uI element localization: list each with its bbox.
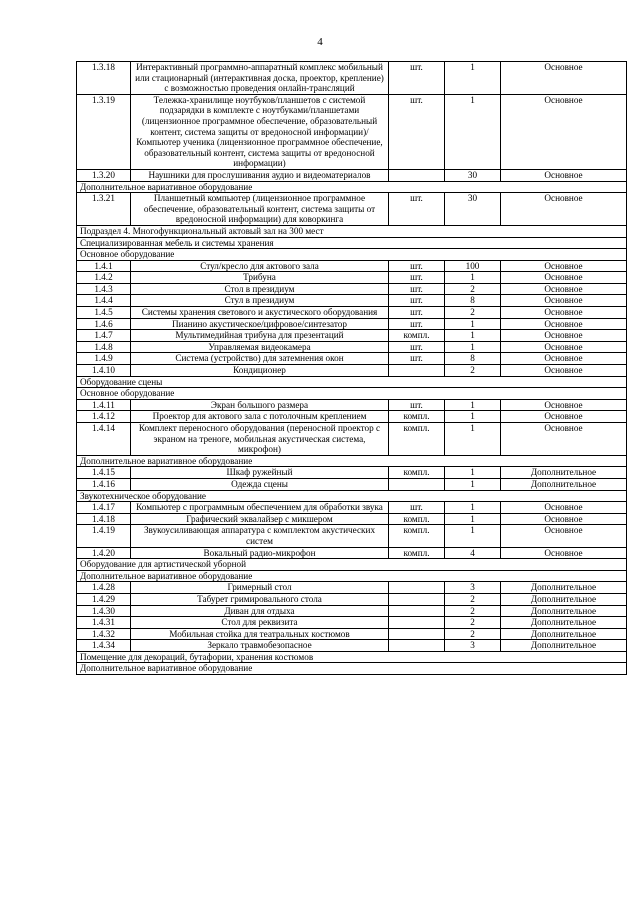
item-quantity: 1 xyxy=(445,272,501,284)
item-name: Стул в президиум xyxy=(131,295,389,307)
section-title: Оборудование сцены xyxy=(77,376,627,388)
section-header-row xyxy=(77,651,627,663)
item-number: 1.4.18 xyxy=(77,513,131,525)
section-header-row xyxy=(77,663,627,675)
item-number: 1.4.6 xyxy=(77,318,131,330)
table-row xyxy=(77,318,627,330)
section-header-row xyxy=(77,559,627,571)
item-quantity: 2 xyxy=(445,307,501,319)
item-type: Основное xyxy=(501,307,627,319)
item-number: 1.4.10 xyxy=(77,365,131,377)
item-name: Стол для реквизита xyxy=(131,617,389,629)
item-number: 1.4.31 xyxy=(77,617,131,629)
item-quantity: 1 xyxy=(445,94,501,169)
item-type: Основное xyxy=(501,423,627,456)
item-unit: шт. xyxy=(389,399,445,411)
item-unit xyxy=(389,169,445,181)
item-name: Вокальный радио-микрофон xyxy=(131,547,389,559)
item-number: 1.4.20 xyxy=(77,547,131,559)
item-number: 1.4.9 xyxy=(77,353,131,365)
item-quantity: 3 xyxy=(445,640,501,652)
section-title: Основное оборудование xyxy=(77,249,627,261)
item-quantity: 1 xyxy=(445,62,501,95)
section-title: Специализированная мебель и системы хранения xyxy=(77,237,627,249)
item-unit xyxy=(389,593,445,605)
item-unit: шт. xyxy=(389,260,445,272)
table-row xyxy=(77,272,627,284)
item-number: 1.3.21 xyxy=(77,193,131,226)
section-title: Дополнительное вариативное оборудование xyxy=(77,181,627,193)
item-quantity: 1 xyxy=(445,411,501,423)
item-unit: шт. xyxy=(389,94,445,169)
table-row xyxy=(77,617,627,629)
item-name: Стол в президиум xyxy=(131,283,389,295)
item-type: Основное xyxy=(501,399,627,411)
item-name: Диван для отдыха xyxy=(131,605,389,617)
item-quantity: 2 xyxy=(445,605,501,617)
table-row xyxy=(77,283,627,295)
item-number: 1.4.28 xyxy=(77,582,131,594)
item-name: Трибуна xyxy=(131,272,389,284)
item-number: 1.4.5 xyxy=(77,307,131,319)
item-unit: шт. xyxy=(389,272,445,284)
equipment-table xyxy=(76,61,627,675)
item-quantity: 2 xyxy=(445,593,501,605)
table-row xyxy=(77,513,627,525)
item-quantity: 1 xyxy=(445,502,501,514)
item-unit: компл. xyxy=(389,330,445,342)
item-number: 1.4.17 xyxy=(77,502,131,514)
item-quantity: 8 xyxy=(445,353,501,365)
item-name: Проектор для актового зала с потолочным креплением xyxy=(131,411,389,423)
item-quantity: 1 xyxy=(445,525,501,547)
table-row xyxy=(77,295,627,307)
item-number: 1.4.11 xyxy=(77,399,131,411)
item-number: 1.4.7 xyxy=(77,330,131,342)
item-unit: компл. xyxy=(389,411,445,423)
table-row xyxy=(77,341,627,353)
item-quantity: 3 xyxy=(445,582,501,594)
item-quantity: 1 xyxy=(445,467,501,479)
item-number: 1.3.18 xyxy=(77,62,131,95)
item-type: Основное xyxy=(501,283,627,295)
item-number: 1.4.16 xyxy=(77,478,131,490)
item-unit: шт. xyxy=(389,193,445,226)
item-name: Экран большого размера xyxy=(131,399,389,411)
item-type: Основное xyxy=(501,365,627,377)
item-unit: шт. xyxy=(389,295,445,307)
section-header-row xyxy=(77,570,627,582)
section-title: Подраздел 4. Многофункциональный актовый зал на 300 мест xyxy=(77,225,627,237)
item-type: Основное xyxy=(501,272,627,284)
item-quantity: 1 xyxy=(445,513,501,525)
item-quantity: 2 xyxy=(445,365,501,377)
table-row xyxy=(77,399,627,411)
item-number: 1.4.34 xyxy=(77,640,131,652)
item-name: Тележка-хранилище ноутбуков/планшетов с системой подзарядки в комплекте с ноутбуками/планшетами (лицензионное программное обеспечение, образовательный контент, система защиты от вредоносной информации)/ Компьютер ученика (лицензионное программное обеспечение, образовательный контент, система защиты от вредоносной информации) xyxy=(131,94,389,169)
item-quantity: 1 xyxy=(445,341,501,353)
table-row xyxy=(77,353,627,365)
item-quantity: 1 xyxy=(445,318,501,330)
item-unit: компл. xyxy=(389,547,445,559)
page-number: 4 xyxy=(317,36,323,48)
item-unit xyxy=(389,582,445,594)
item-quantity: 100 xyxy=(445,260,501,272)
item-unit xyxy=(389,628,445,640)
item-type: Основное xyxy=(501,295,627,307)
item-name: Система (устройство) для затемнения окон xyxy=(131,353,389,365)
item-type: Дополнительное xyxy=(501,628,627,640)
item-name: Комплект переносного оборудования (переносной проектор с экраном на треноге, мобильная акустическая система, микрофон) xyxy=(131,423,389,456)
table-row xyxy=(77,260,627,272)
item-type: Основное xyxy=(501,502,627,514)
item-name: Интерактивный программно-аппаратный комплекс мобильный или стационарный (интерактивная доска, проектор, крепление) с возможностью проведения онлайн-трансляций xyxy=(131,62,389,95)
section-header-row xyxy=(77,249,627,261)
item-number: 1.3.20 xyxy=(77,169,131,181)
item-type: Основное xyxy=(501,547,627,559)
table-row xyxy=(77,478,627,490)
item-type: Основное xyxy=(501,341,627,353)
item-quantity: 30 xyxy=(445,169,501,181)
item-name: Зеркало травмобезопасное xyxy=(131,640,389,652)
item-name: Наушники для прослушивания аудио и видеоматериалов xyxy=(131,169,389,181)
table-row xyxy=(77,628,627,640)
table-row xyxy=(77,547,627,559)
item-unit xyxy=(389,605,445,617)
item-number: 1.4.15 xyxy=(77,467,131,479)
item-unit: шт. xyxy=(389,283,445,295)
table-row xyxy=(77,307,627,319)
item-name: Пианино акустическое/цифровое/синтезатор xyxy=(131,318,389,330)
item-name: Кондиционер xyxy=(131,365,389,377)
item-number: 1.4.4 xyxy=(77,295,131,307)
section-header-row xyxy=(77,490,627,502)
item-type: Основное xyxy=(501,62,627,95)
equipment-table-body xyxy=(77,62,627,675)
item-unit: шт. xyxy=(389,307,445,319)
item-unit: компл. xyxy=(389,423,445,456)
item-unit xyxy=(389,478,445,490)
table-row xyxy=(77,411,627,423)
item-quantity: 1 xyxy=(445,478,501,490)
item-unit: компл. xyxy=(389,525,445,547)
item-name: Одежда сцены xyxy=(131,478,389,490)
table-row xyxy=(77,582,627,594)
item-unit: шт. xyxy=(389,341,445,353)
section-title: Дополнительное вариативное оборудование xyxy=(77,455,627,467)
table-row xyxy=(77,94,627,169)
item-quantity: 2 xyxy=(445,617,501,629)
item-number: 1.4.29 xyxy=(77,593,131,605)
item-name: Компьютер с программным обеспечением для обработки звука xyxy=(131,502,389,514)
item-type: Основное xyxy=(501,513,627,525)
section-header-row xyxy=(77,376,627,388)
item-unit xyxy=(389,640,445,652)
item-name: Графический эквалайзер с микшером xyxy=(131,513,389,525)
item-number: 1.4.2 xyxy=(77,272,131,284)
item-quantity: 2 xyxy=(445,628,501,640)
section-title: Основное оборудование xyxy=(77,388,627,400)
item-type: Дополнительное xyxy=(501,617,627,629)
section-title: Оборудование для артистической уборной xyxy=(77,559,627,571)
item-name: Стул/кресло для актового зала xyxy=(131,260,389,272)
item-type: Основное xyxy=(501,193,627,226)
item-name: Мультимедийная трибуна для презентаций xyxy=(131,330,389,342)
item-name: Табурет гримировального стола xyxy=(131,593,389,605)
table-row xyxy=(77,502,627,514)
item-type: Основное xyxy=(501,169,627,181)
table-row xyxy=(77,365,627,377)
item-quantity: 8 xyxy=(445,295,501,307)
item-quantity: 1 xyxy=(445,423,501,456)
item-name: Управляемая видеокамера xyxy=(131,341,389,353)
section-header-row xyxy=(77,237,627,249)
item-type: Дополнительное xyxy=(501,640,627,652)
table-row xyxy=(77,525,627,547)
item-type: Основное xyxy=(501,525,627,547)
item-quantity: 30 xyxy=(445,193,501,226)
item-type: Основное xyxy=(501,330,627,342)
item-type: Основное xyxy=(501,318,627,330)
item-unit: шт. xyxy=(389,62,445,95)
table-row xyxy=(77,605,627,617)
item-unit: компл. xyxy=(389,513,445,525)
table-row xyxy=(77,330,627,342)
item-number: 1.4.1 xyxy=(77,260,131,272)
table-row xyxy=(77,423,627,456)
item-type: Дополнительное xyxy=(501,582,627,594)
item-type: Дополнительное xyxy=(501,478,627,490)
item-number: 1.4.32 xyxy=(77,628,131,640)
item-type: Дополнительное xyxy=(501,593,627,605)
item-name: Планшетный компьютер (лицензионное программное обеспечение, образовательный контент, система защиты от вредоносной информации) для коворкинга xyxy=(131,193,389,226)
item-number: 1.4.3 xyxy=(77,283,131,295)
item-type: Основное xyxy=(501,353,627,365)
item-name: Системы хранения светового и акустического оборудования xyxy=(131,307,389,319)
item-unit: шт. xyxy=(389,318,445,330)
item-number: 1.4.8 xyxy=(77,341,131,353)
table-row xyxy=(77,640,627,652)
item-unit: компл. xyxy=(389,467,445,479)
item-name: Мобильная стойка для театральных костюмов xyxy=(131,628,389,640)
section-header-row xyxy=(77,455,627,467)
table-row xyxy=(77,62,627,95)
item-number: 1.4.19 xyxy=(77,525,131,547)
item-name: Гримерный стол xyxy=(131,582,389,594)
section-title: Звукотехническое оборудование xyxy=(77,490,627,502)
item-type: Основное xyxy=(501,260,627,272)
item-number: 1.4.30 xyxy=(77,605,131,617)
section-title: Помещение для декораций, бутафории, хранения костюмов xyxy=(77,651,627,663)
section-header-row xyxy=(77,225,627,237)
section-title: Дополнительное вариативное оборудование xyxy=(77,663,627,675)
item-unit: шт. xyxy=(389,353,445,365)
item-type: Дополнительное xyxy=(501,467,627,479)
table-row xyxy=(77,593,627,605)
item-quantity: 4 xyxy=(445,547,501,559)
item-number: 1.3.19 xyxy=(77,94,131,169)
item-quantity: 1 xyxy=(445,330,501,342)
item-name: Шкаф ружейный xyxy=(131,467,389,479)
item-unit xyxy=(389,617,445,629)
item-quantity: 2 xyxy=(445,283,501,295)
item-type: Дополнительное xyxy=(501,605,627,617)
item-unit xyxy=(389,365,445,377)
item-type: Основное xyxy=(501,411,627,423)
section-title: Дополнительное вариативное оборудование xyxy=(77,570,627,582)
section-header-row xyxy=(77,388,627,400)
item-type: Основное xyxy=(501,94,627,169)
section-header-row xyxy=(77,181,627,193)
item-unit: шт. xyxy=(389,502,445,514)
item-quantity: 1 xyxy=(445,399,501,411)
table-row xyxy=(77,467,627,479)
item-number: 1.4.12 xyxy=(77,411,131,423)
item-name: Звукоусиливающая аппаратура с комплектом акустических систем xyxy=(131,525,389,547)
table-row xyxy=(77,169,627,181)
item-number: 1.4.14 xyxy=(77,423,131,456)
table-row xyxy=(77,193,627,226)
